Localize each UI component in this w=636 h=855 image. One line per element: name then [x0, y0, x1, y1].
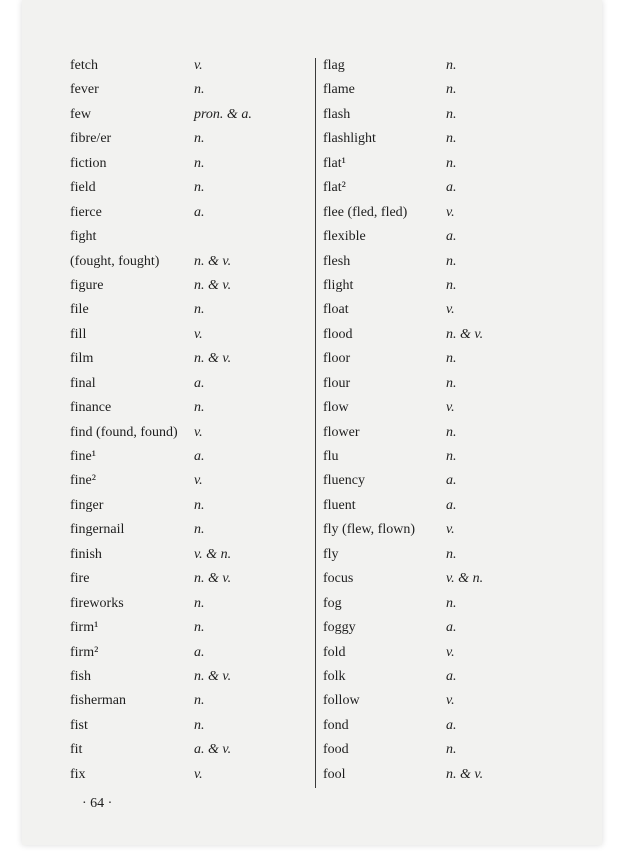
- entry-part-of-speech: v.: [194, 766, 203, 782]
- entry-part-of-speech: n. & v.: [194, 351, 232, 367]
- entry-word: flour: [323, 375, 351, 391]
- entry-part-of-speech: a.: [194, 644, 205, 660]
- entry-part-of-speech: n. & v.: [446, 766, 484, 782]
- entry-word: fish: [70, 668, 91, 684]
- entry-part-of-speech: v.: [446, 302, 455, 318]
- entry-word: flash: [323, 106, 351, 122]
- entry-part-of-speech: a.: [446, 620, 457, 636]
- entry-part-of-speech: n.: [194, 302, 205, 318]
- entry-part-of-speech: n.: [446, 82, 457, 98]
- entry-part-of-speech: a.: [446, 668, 457, 684]
- entry-part-of-speech: v.: [446, 644, 455, 660]
- entry-part-of-speech: a.: [446, 473, 457, 489]
- entry-word: food: [323, 742, 349, 758]
- entry-part-of-speech: pron. & a.: [194, 106, 252, 122]
- entry-part-of-speech: n.: [446, 742, 457, 758]
- entry-word: flower: [323, 424, 360, 440]
- page-number: · 64 ·: [82, 796, 113, 811]
- entry-word: final: [70, 375, 96, 391]
- entry-word: flee (fled, fled): [323, 204, 408, 220]
- entry-word: fluency: [323, 473, 365, 489]
- column-divider: [315, 58, 316, 788]
- entry-part-of-speech: a.: [446, 497, 457, 513]
- entry-part-of-speech: n. & v.: [194, 253, 232, 269]
- entry-part-of-speech: n.: [194, 717, 205, 733]
- entry-part-of-speech: n.: [194, 180, 205, 196]
- entry-part-of-speech: v.: [194, 473, 203, 489]
- entry-part-of-speech: n.: [194, 82, 205, 98]
- entry-word: flag: [323, 58, 345, 73]
- entry-part-of-speech: a.: [194, 204, 205, 220]
- entry-part-of-speech: n.: [446, 546, 457, 562]
- entry-part-of-speech: n.: [446, 424, 457, 440]
- entry-part-of-speech: a.: [194, 449, 205, 464]
- entry-word: fine²: [70, 473, 96, 489]
- entry-part-of-speech: v.: [446, 693, 455, 709]
- entry-word: fold: [323, 644, 346, 660]
- entry-word: flesh: [323, 253, 351, 269]
- entry-part-of-speech: n.: [194, 155, 205, 171]
- entry-word: floor: [323, 351, 351, 367]
- entry-part-of-speech: n.: [446, 277, 457, 293]
- entry-part-of-speech: n.: [194, 522, 205, 538]
- entry-part-of-speech: v.: [446, 400, 455, 416]
- entry-word: fly: [323, 546, 339, 562]
- entry-part-of-speech: n. & v.: [194, 277, 232, 293]
- entry-part-of-speech: n.: [194, 131, 205, 147]
- entry-word: fetch: [70, 58, 98, 73]
- entry-part-of-speech: n.: [446, 155, 457, 171]
- entry-word: fierce: [70, 204, 102, 220]
- entry-part-of-speech: n.: [446, 58, 457, 73]
- entry-part-of-speech: v. & n.: [446, 571, 484, 587]
- entry-word: flight: [323, 277, 354, 293]
- entry-word: flow: [323, 400, 349, 416]
- entry-part-of-speech: n.: [194, 620, 205, 636]
- entry-word: follow: [323, 693, 360, 709]
- entry-part-of-speech: n.: [446, 106, 457, 122]
- entry-part-of-speech: n.: [446, 351, 457, 367]
- entry-word: foggy: [323, 620, 356, 636]
- entry-part-of-speech: n. & v.: [446, 326, 484, 342]
- entry-word: fiction: [70, 155, 107, 171]
- entry-word: fireworks: [70, 595, 124, 611]
- entry-word: fly (flew, flown): [323, 522, 416, 538]
- entry-word: fist: [70, 717, 88, 733]
- entry-word: flat¹: [323, 155, 346, 171]
- entry-part-of-speech: v.: [446, 204, 455, 220]
- entry-word: finish: [70, 546, 102, 562]
- entry-word: fire: [70, 571, 90, 587]
- entry-word: file: [70, 302, 89, 318]
- entry-word: find (found, found): [70, 424, 178, 440]
- entry-word: flat²: [323, 180, 346, 196]
- entry-word: flexible: [323, 229, 366, 245]
- entry-word: firm¹: [70, 620, 99, 636]
- entry-word: finger: [70, 497, 104, 513]
- entry-word: folk: [323, 668, 346, 684]
- entry-word: fool: [323, 766, 346, 782]
- entry-word: float: [323, 302, 349, 318]
- entry-word: fix: [70, 766, 86, 782]
- entry-word: flashlight: [323, 131, 376, 147]
- entry-part-of-speech: n.: [446, 131, 457, 147]
- entry-word: few: [70, 106, 91, 122]
- entry-word: fill: [70, 326, 87, 342]
- entry-word: flu: [323, 449, 339, 464]
- entry-part-of-speech: v.: [194, 326, 203, 342]
- entry-word: fever: [70, 82, 99, 98]
- entry-part-of-speech: n. & v.: [194, 571, 232, 587]
- entry-word: fisherman: [70, 693, 126, 709]
- entry-word: fit: [70, 742, 83, 758]
- entry-word: (fought, fought): [70, 253, 160, 269]
- entry-part-of-speech: a.: [446, 717, 457, 733]
- entry-word: flood: [323, 326, 353, 342]
- entry-part-of-speech: n.: [194, 693, 205, 709]
- entry-word: focus: [323, 571, 354, 587]
- entry-part-of-speech: a. & v.: [194, 742, 232, 758]
- entry-word: firm²: [70, 644, 99, 660]
- entry-part-of-speech: n.: [446, 595, 457, 611]
- entry-word: finance: [70, 400, 112, 416]
- entry-word: fibre/er: [70, 131, 112, 147]
- entry-part-of-speech: n.: [446, 375, 457, 391]
- page: [22, 0, 602, 845]
- entry-part-of-speech: v.: [446, 522, 455, 538]
- entry-part-of-speech: a.: [194, 375, 205, 391]
- entry-word: fog: [323, 595, 342, 611]
- entry-word: film: [70, 351, 94, 367]
- entry-part-of-speech: n.: [446, 253, 457, 269]
- entry-part-of-speech: n.: [194, 497, 205, 513]
- entry-part-of-speech: n.: [194, 400, 205, 416]
- entry-part-of-speech: n. & v.: [194, 668, 232, 684]
- entry-word: figure: [70, 277, 104, 293]
- entry-part-of-speech: v.: [194, 58, 203, 73]
- entry-word: fight: [70, 229, 97, 245]
- entry-word: field: [70, 180, 96, 196]
- entry-word: flame: [323, 82, 355, 98]
- entry-word: fine¹: [70, 449, 96, 464]
- entry-part-of-speech: n.: [446, 449, 457, 464]
- entry-part-of-speech: a.: [446, 180, 457, 196]
- entry-word: fond: [323, 717, 349, 733]
- entry-word: fluent: [323, 497, 356, 513]
- entry-part-of-speech: a.: [446, 229, 457, 245]
- entry-word: fingernail: [70, 522, 125, 538]
- entry-part-of-speech: v. & n.: [194, 546, 232, 562]
- entry-part-of-speech: n.: [194, 595, 205, 611]
- entry-part-of-speech: v.: [194, 424, 203, 440]
